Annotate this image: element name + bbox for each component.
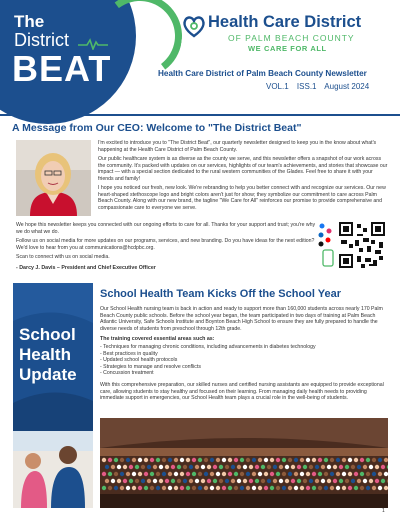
ceo-paragraph: Scan to connect with us on social media. [16,254,110,260]
ceo-message-closing [16,222,322,264]
masthead-district: District [14,30,69,50]
issue-label: ISS.1 [296,82,317,91]
ceo-message-body [98,140,388,214]
qr-code[interactable] [337,220,387,270]
training-topics-list [100,344,390,377]
header-divider [0,114,400,116]
school-health-paragraph: With this comprehensive preparation, our skilled nurses and certified nursing assistants are equipped to provide exceptional care, allowing students to stay healthy and focused on their learning. From managing daily health needs to providing immediate support in emergencies, our School Health team plays a crucial role in the well-being of students. [100,382,384,401]
volume-label: VOL.1 [266,82,289,91]
school-health-closing [100,382,390,402]
school-health-intro [100,306,390,332]
masthead-beat: BEAT [12,48,112,89]
nursing-team-group-photo [100,418,388,508]
list-item: - Concussion treatment [100,370,154,376]
school-health-heading: School Health Team Kicks Off the School Year [100,288,342,300]
issue-date: August 2024 [324,82,370,91]
masthead-the: The [14,12,45,31]
list-item: - Best practices in quality [100,350,158,357]
stethoscope-heart-icon [182,14,206,40]
ceo-paragraph: We hope this newsletter keeps you connected with our ongoing efforts to care for all. Thanks for your support and trust; you're why we do what we do. [16,222,316,235]
list-item: - Strategies to manage and resolve conflicts [100,363,201,370]
ceo-paragraph: I'm excited to introduce you to "The District Beat", our quarterly newsletter designed to keep you in the know about what's happening at the Health Care District of Palm Beach County. [98,140,377,153]
newsletter-title: Health Care District of Palm Beach County Newsletter [158,69,367,78]
ceo-photo [16,140,91,216]
school-nurse-photo [13,431,93,508]
banner-word: Health [19,345,71,364]
banner-word: Update [19,365,77,384]
banner-title [19,325,77,385]
ceo-message-heading: A Message from Our CEO: Welcome to "The District Beat" [12,122,302,134]
org-tagline: WE CARE FOR ALL [248,44,327,53]
school-health-banner [13,283,93,431]
org-subtitle: OF PALM BEACH COUNTY [228,33,355,43]
org-name: Health Care District [208,13,362,31]
banner-word: School [19,325,76,344]
ceo-paragraph: Follow us on social media for more updates on our programs, services, and new branding. Do you have ideas for the next edition? We'd love to hear from you at communications@hcdpbc.org. [16,238,315,251]
ceo-signature: - Darcy J. Davis – President and Chief Executive Officer [16,265,156,271]
training-topics-heading: The training covered essential areas such as: [100,336,215,342]
page-number: 1 [382,508,385,514]
school-health-paragraph: Our School Health nursing team is back in action and ready to support more than 160,000 students across nearly 170 Palm Beach County public schools. Before the school year began, the team participated in two days of training at Palm Beach Atlantic University, Safe Schools Institute and Boynton Beach High School to ensure they are fully prepared to handle the diverse needs of students from preschool through 12th grade. [100,306,383,332]
ceo-paragraph: I hope you noticed our fresh, new look. We're rebranding to help you better connect with and recognize our services. Our new heart-shaped stethoscope logo and bright colors aren't just for show; they symbolize our commitment to care across Palm Beach County. Along with our new brand, the tagline "We Care for All" reinforces our promise to provide comprehensive and compassionate care to everyone we serve. [98,185,386,211]
ceo-paragraph: Our public healthcare system is as diverse as the county we serve, and this newsletter offers a snapshot of our work across the community. It's packed with updates on our services, highlights of our team's achievements, and stories that showcase our impact — with a special section dedicated to the rural western communities of the Glades. Feel free to share it with your friends and family! [98,156,388,182]
list-item: - Techniques for managing chronic conditions, including advancements in diabetes technology [100,344,316,350]
issue-info [266,82,375,91]
list-item: - Updated school health protocols [100,357,178,363]
